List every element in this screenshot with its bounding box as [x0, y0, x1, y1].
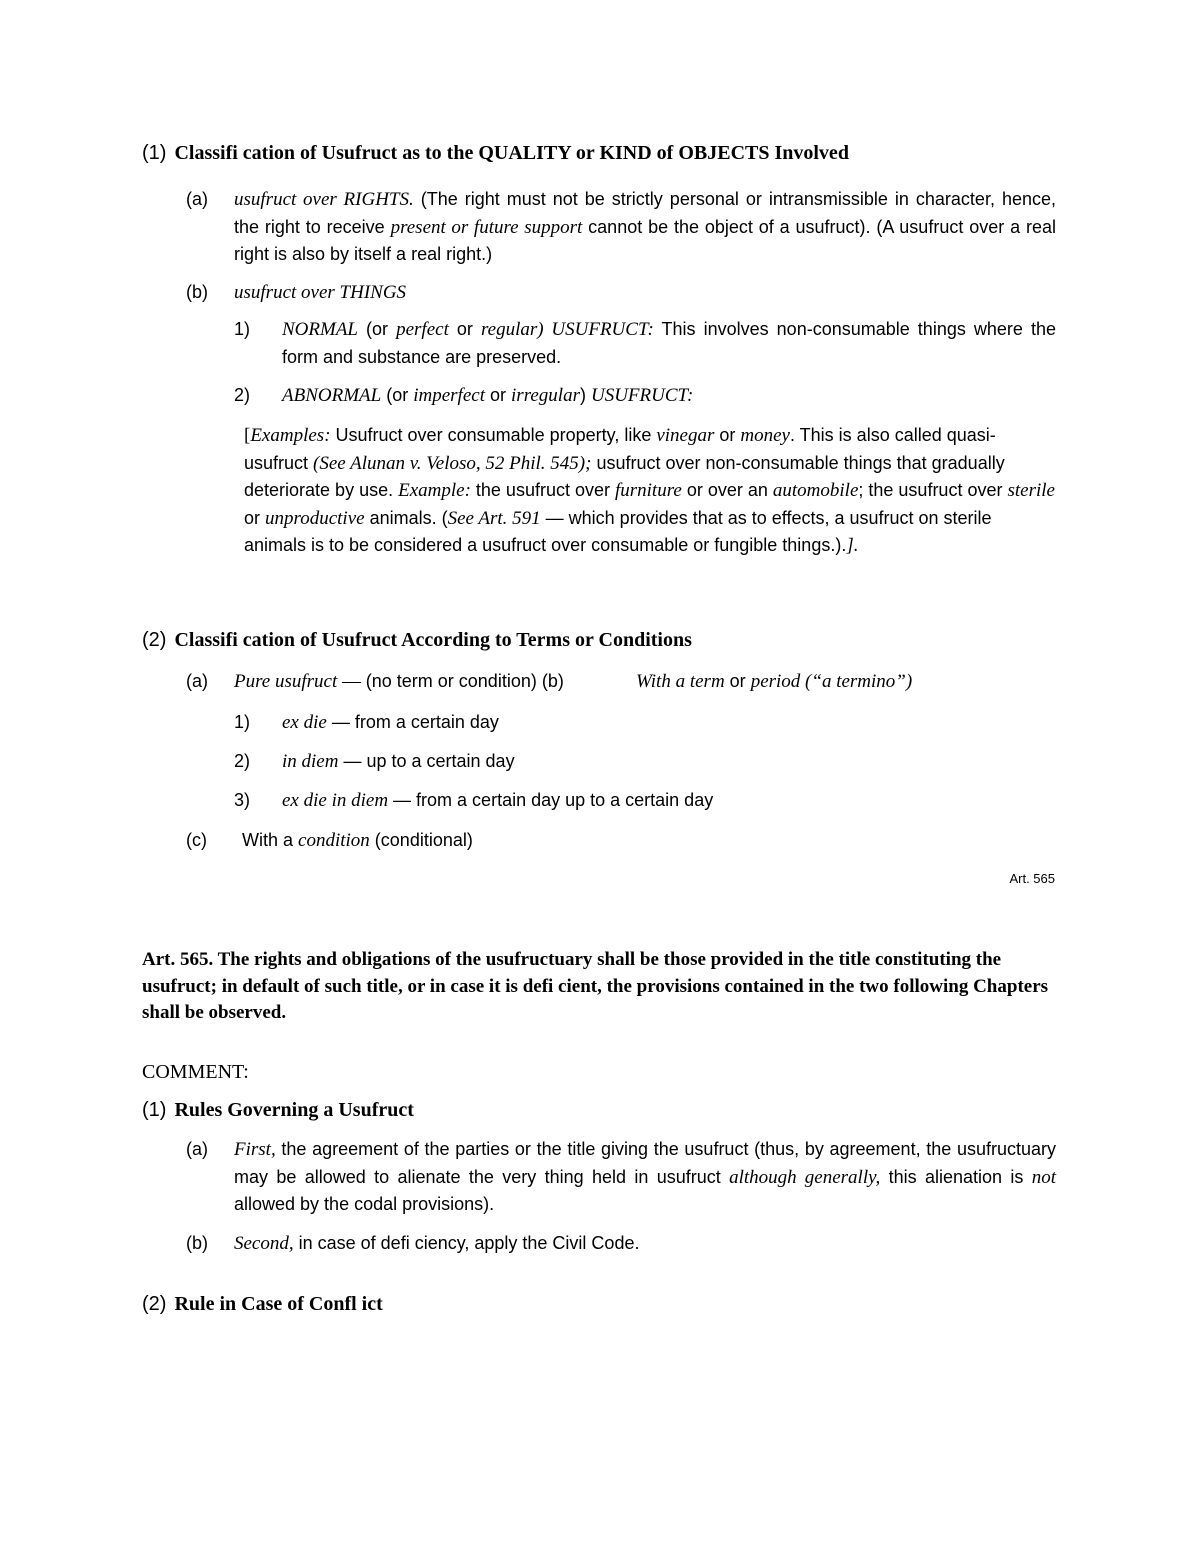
item-things-title: usufruct over THINGS — [234, 282, 407, 303]
section-title: Rules Governing a Usufruct — [174, 1099, 414, 1121]
section-heading-classification-quality — [142, 142, 849, 165]
subitem-normal-usufruct: NORMAL (or perfect or regular) USUFRUCT: This involves non-consumable things where the form and substance are preserved. — [282, 319, 1056, 367]
subitem-label-1: 1) — [234, 319, 251, 339]
section-heading-conflict — [142, 1293, 383, 1316]
item-rights-paragraph: usufruct over RIGHTS. (The right must not be strictly personal or intransmissible in character, hence, the right to receive present or future support cannot be the object of a usufruct). (A usufruct over a real right is also by itself a real right.) — [234, 189, 1056, 264]
subitem-label-2: 2) — [234, 385, 251, 405]
rule-first-paragraph: First, the agreement of the parties or the title giving the usufruct (thus, by agreement, the usufructuary may be allowed to alienate the very thing held in usufruct although generally, this alienation is not allowed by the codal provisions). — [234, 1139, 1057, 1214]
section-number: (1) — [142, 1099, 167, 1121]
comment-label: COMMENT: — [142, 1061, 249, 1083]
item-with-term: With a term or period (“a termino”) — [636, 671, 913, 692]
article-565-text: Art. 565. The rights and obligations of the usufructuary shall be those provided in the title constituting the usufruct; in default of such title, or in case it is defi cient, the provisions contained in the two following Chapters shall be observed. — [142, 949, 1049, 1023]
item-pure-usufruct: Pure usufruct — (no term or condition) (b) — [234, 671, 564, 692]
section-title: Classifi cation of Usufruct as to the QUALITY or KIND of OBJECTS Involved — [174, 142, 849, 164]
subitem-in-diem: in diem — up to a certain day — [282, 751, 515, 772]
subitem-abnormal-usufruct: ABNORMAL (or imperfect or irregular) USUFRUCT: — [282, 385, 694, 406]
subitem-ex-die-in-diem: ex die in diem — from a certain day up to a certain day — [282, 790, 714, 811]
item-with-condition: With a condition (conditional) — [242, 830, 473, 851]
subitem-label-1: 1) — [234, 712, 251, 732]
item-label-a: (a) — [186, 1139, 208, 1159]
section-heading-classification-terms — [142, 629, 692, 652]
examples-paragraph: [Examples: Usufruct over consumable property, like vinegar or money. This is also called quasi-usufruct (See Alunan v. Veloso, 52 Phil. 545); usufruct over non-consumable things that gradually deteriorate by use. Example: the usufruct over furniture or over an automobile; the usufruct over sterile or unproductive animals. (See Art. 591 — which provides that as to effects, a usufruct on sterile animals is to be considered a usufruct over consumable or fungible things.).]. — [244, 425, 1055, 556]
section-number: (1) — [142, 142, 167, 164]
section-number: (2) — [142, 1293, 167, 1315]
item-label-a: (a) — [186, 189, 208, 209]
subitem-ex-die: ex die — from a certain day — [282, 712, 499, 733]
item-label-b: (b) — [186, 1233, 208, 1253]
section-title: Rule in Case of Confl ict — [174, 1293, 383, 1315]
item-label-a: (a) — [186, 671, 208, 691]
section-title: Classifi cation of Usufruct According to Terms or Conditions — [174, 629, 692, 651]
item-label-c: (c) — [186, 830, 207, 850]
section-heading-rules — [142, 1099, 414, 1122]
subitem-label-3: 3) — [234, 790, 251, 810]
article-reference: Art. 565 — [1009, 871, 1055, 886]
item-label-b: (b) — [186, 282, 208, 302]
subitem-label-2: 2) — [234, 751, 251, 771]
item-title: usufruct over RIGHTS. — [234, 189, 414, 210]
rule-second-paragraph: Second, in case of defi ciency, apply the Civil Code. — [234, 1233, 640, 1254]
section-number: (2) — [142, 629, 167, 651]
